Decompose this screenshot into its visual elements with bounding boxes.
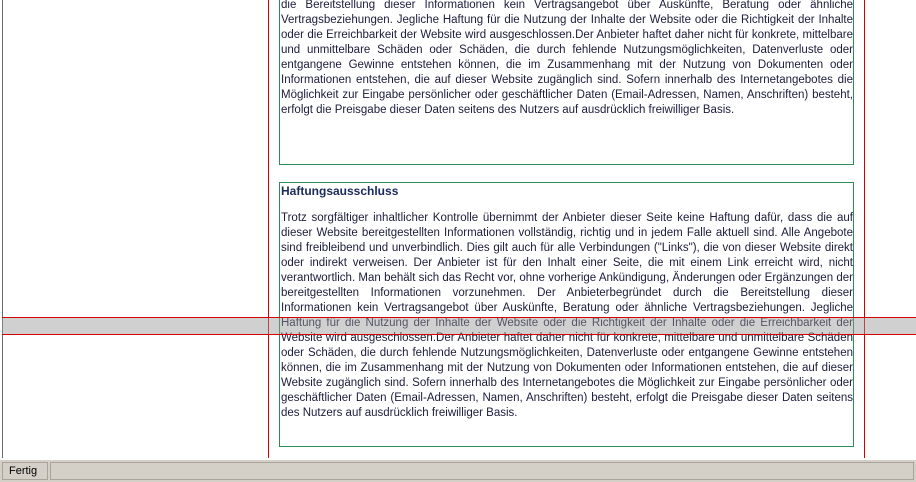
status-bar	[0, 458, 916, 482]
left-frame-edge	[2, 0, 3, 458]
status-bar-panel	[50, 462, 914, 480]
disclaimer-text: Trotz sorgfältiger inhaltlicher Kontrolle übernimmt der Anbieter dieser Seite keine Haftung dafür, dass die auf dieser Website bereitgestellten Informationen vollständig, richtig und in jedem Falle aktuell sind. Alle Angebote sind freibleibend und unverbindlich. Dies gilt auch für alle Verbindungen ("Links"), die von dieser Website direkt oder indirekt verweisen. Der Anbieter ist für den Inhalt einer Seite, die mit einem Link erreicht wird, nicht verantwortlich. Man behält sich das Recht vor, ohne vorherige Ankündigung, Änderungen oder Ergänzungen der bereitgestellten Informationen vorzunehmen. Der Anbieterbegründet durch die Bereitstellung dieser Informationen kein Vertragsangebot über Auskünfte, Beratung oder ähnliche Vertragsbeziehungen. Jegliche Haftung für die Nutzung der Inhalte der Website oder die Richtigkeit der Inhalte oder die Erreichbarkeit der Website wird ausgeschlossen.Der Anbieter haftet daher nicht für konkrete, mittelbare und unmittelbare Schäden oder Schäden, die durch fehlende Nutzungsmöglichkeiten, Datenverluste oder entgangene Gewinne entstehen können, die im Zusammenhang mit der Nutzung von Dokumenten oder Informationen entstehen, die auf dieser Website zugänglich sind. Sofern innerhalb des Internetangebotes die Möglichkeit zur Eingabe persönlicher oder geschäftlicher Daten (Email-Adressen, Namen, Anschriften) besteht, erfolgt die Preisgabe dieser Daten seitens des Nutzers auf ausdrücklich freiwilliger Basis.	[281, 212, 853, 419]
status-text: Fertig	[2, 462, 48, 480]
section-heading: Haftungsausschluss	[281, 184, 399, 198]
disclaimer-section-top	[279, 0, 854, 165]
disclaimer-section-haftung	[279, 182, 854, 447]
disclaimer-text-top: die Bereitstellung dieser Informationen kein Vertragsangebot über Auskünfte, Beratung oder ähnliche Vertragsbeziehungen. Jegliche Haftung für die Nutzung der Inhalte der Website oder die Richtigkeit der Inhalte oder die Erreichbarkeit der Website wird ausgeschlossen.Der Anbieter haftet daher nicht für konkrete, mittelbare und unmittelbare Schäden oder Schäden, die durch fehlende Nutzungsmöglichkeiten, Datenverluste oder entgangene Gewinne entstehen können, die im Zusammenhang mit der Nutzung von Dokumenten oder Informationen entstehen, die auf dieser Website zugänglich sind. Sofern innerhalb des Internetangebotes die Möglichkeit zur Eingabe persönlicher oder geschäftlicher Daten (Email-Adressen, Namen, Anschriften) besteht, erfolgt die Preisgabe dieser Daten seitens des Nutzers auf ausdrücklich freiwilliger Basis.	[281, 0, 853, 116]
highlight-band	[2, 317, 916, 335]
